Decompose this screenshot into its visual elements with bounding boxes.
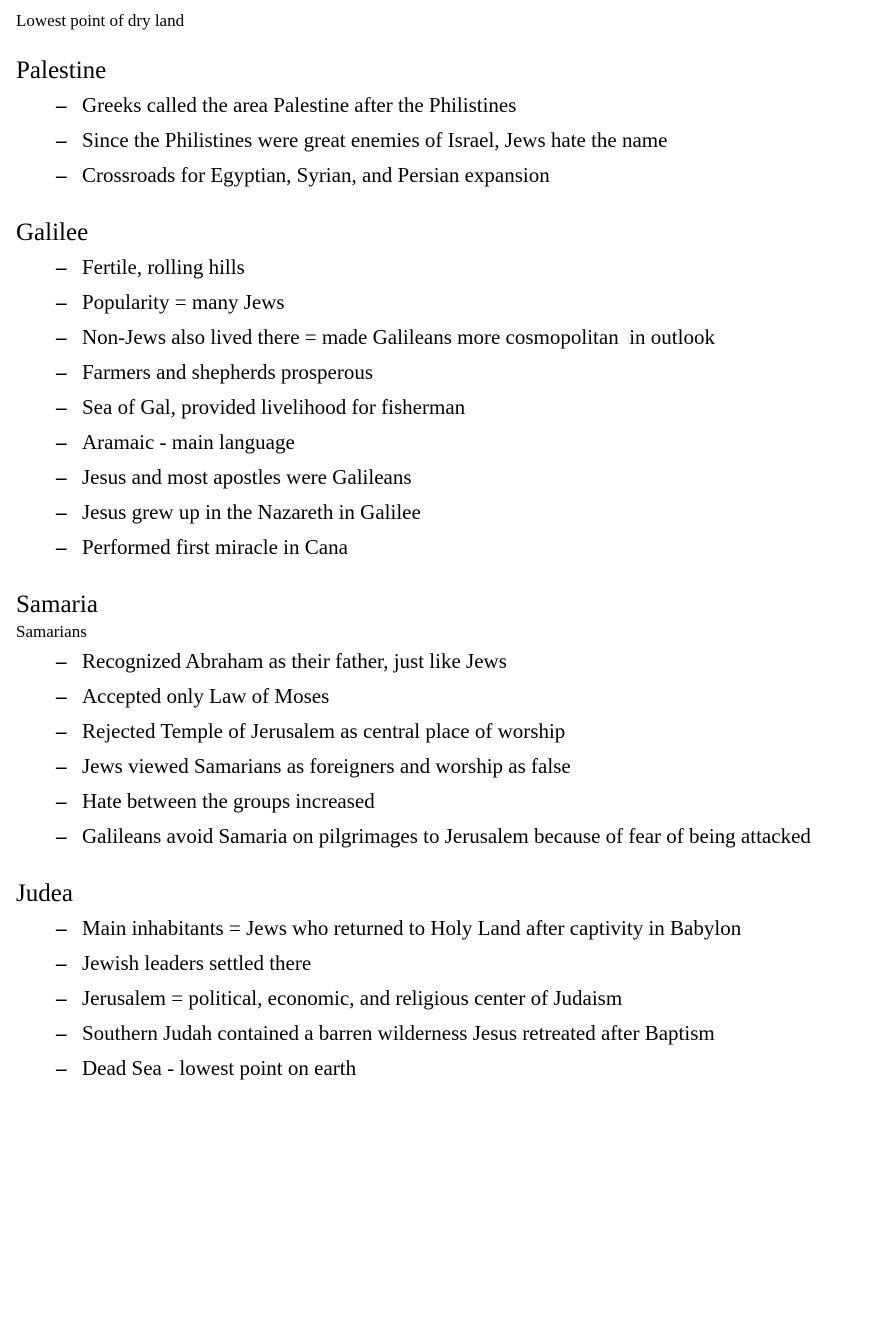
- bullet-marker-icon: –: [56, 163, 67, 187]
- list-item-text: Non-Jews also lived there = made Galileans more cosmopolitan in outlook: [82, 324, 715, 349]
- list-item: [14, 355, 859, 390]
- bullet-marker-icon: –: [56, 1020, 67, 1045]
- list-item: [14, 123, 859, 158]
- list-item-text: Sea of Gal, provided livelihood for fisherman: [82, 394, 466, 419]
- list-item-text: Southern Judah contained a barren wilderness Jesus retreated after Baptism: [82, 1020, 715, 1045]
- list-item-text: Rejected Temple of Jerusalem as central place of worship: [82, 718, 566, 743]
- list-item-text: Main inhabitants = Jews who returned to Holy Land after captivity in Babylon: [82, 915, 742, 940]
- bullet-list-palestine: [14, 88, 859, 193]
- bullet-marker-icon: –: [56, 950, 67, 975]
- list-item: [14, 714, 859, 749]
- bullet-marker-icon: –: [56, 915, 67, 940]
- bullet-list-judea: [14, 911, 859, 1086]
- list-item-text: Since the Philistines were great enemies of Israel, Jews hate the name: [82, 128, 668, 152]
- bullet-marker-icon: –: [56, 753, 67, 778]
- section-title-samaria: Samaria: [16, 590, 98, 618]
- bullet-list-samaria: [14, 644, 859, 854]
- list-item-text: Farmers and shepherds prosperous: [82, 359, 374, 384]
- list-item-text: Greeks called the area Palestine after the Philistines: [82, 93, 517, 117]
- list-item-text: Jewish leaders settled there: [82, 950, 312, 975]
- list-item: [14, 981, 859, 1016]
- bullet-marker-icon: –: [56, 648, 67, 673]
- section-palestine: [14, 57, 859, 193]
- list-item-text: Crossroads for Egyptian, Syrian, and Persian expansion: [82, 163, 550, 187]
- bullet-marker-icon: –: [56, 429, 67, 454]
- list-item-text: Popularity = many Jews: [82, 289, 285, 314]
- list-item-text: Performed first miracle in Cana: [82, 534, 348, 559]
- section-samaria: [14, 591, 859, 854]
- list-item: [14, 250, 859, 285]
- list-item: [14, 946, 859, 981]
- list-item-text: Galileans avoid Samaria on pilgrimages to Jerusalem because of fear of being attacked: [82, 823, 811, 848]
- section-galilee: [14, 219, 859, 565]
- intro-line: Lowest point of dry land: [16, 11, 185, 30]
- list-item: [14, 320, 859, 355]
- bullet-marker-icon: –: [56, 289, 67, 314]
- bullet-marker-icon: –: [56, 359, 67, 384]
- bullet-marker-icon: –: [56, 534, 67, 559]
- list-item: [14, 425, 859, 460]
- section-title-judea: Judea: [16, 879, 73, 907]
- list-item: [14, 644, 859, 679]
- bullet-marker-icon: –: [56, 683, 67, 708]
- list-item-text: Accepted only Law of Moses: [82, 683, 330, 708]
- list-item: [14, 495, 859, 530]
- section-subtitle-samarians: Samarians: [16, 621, 87, 641]
- section-judea: [14, 880, 859, 1086]
- list-item: [14, 911, 859, 946]
- list-item: [14, 749, 859, 784]
- bullet-marker-icon: –: [56, 788, 67, 813]
- list-item-text: Jews viewed Samarians as foreigners and worship as false: [82, 753, 571, 778]
- list-item-text: Jerusalem = political, economic, and religious center of Judaism: [82, 985, 623, 1010]
- bullet-marker-icon: –: [56, 823, 67, 848]
- section-title-galilee: Galilee: [16, 219, 89, 246]
- list-item: [14, 679, 859, 714]
- list-item: [14, 88, 859, 123]
- list-item: [14, 784, 859, 819]
- bullet-marker-icon: –: [56, 1055, 67, 1080]
- list-item: [14, 530, 859, 565]
- bullet-marker-icon: –: [56, 718, 67, 743]
- list-item-text: Aramaic - main language: [82, 429, 295, 454]
- list-item-text: Dead Sea - lowest point on earth: [82, 1055, 357, 1080]
- list-item-text: Fertile, rolling hills: [82, 254, 245, 279]
- list-item: [14, 460, 859, 495]
- list-item: [14, 285, 859, 320]
- list-item: [14, 158, 859, 193]
- bullet-list-galilee: [14, 250, 859, 565]
- bullet-marker-icon: –: [56, 464, 67, 489]
- bullet-marker-icon: –: [56, 394, 67, 419]
- bullet-marker-icon: –: [56, 324, 67, 349]
- bullet-marker-icon: –: [56, 499, 67, 524]
- bullet-marker-icon: –: [56, 128, 67, 152]
- bullet-marker-icon: –: [56, 93, 67, 117]
- section-title-palestine: Palestine: [16, 57, 107, 85]
- list-item-text: Hate between the groups increased: [82, 788, 375, 813]
- list-item: [14, 1016, 859, 1051]
- list-item: [14, 819, 859, 854]
- list-item: [14, 390, 859, 425]
- list-item-text: Jesus grew up in the Nazareth in Galilee: [82, 499, 421, 524]
- bullet-marker-icon: –: [56, 985, 67, 1010]
- list-item-text: Recognized Abraham as their father, just like Jews: [82, 648, 507, 673]
- list-item-text: Jesus and most apostles were Galileans: [82, 464, 412, 489]
- list-item: [14, 1051, 859, 1086]
- bullet-marker-icon: –: [56, 254, 67, 279]
